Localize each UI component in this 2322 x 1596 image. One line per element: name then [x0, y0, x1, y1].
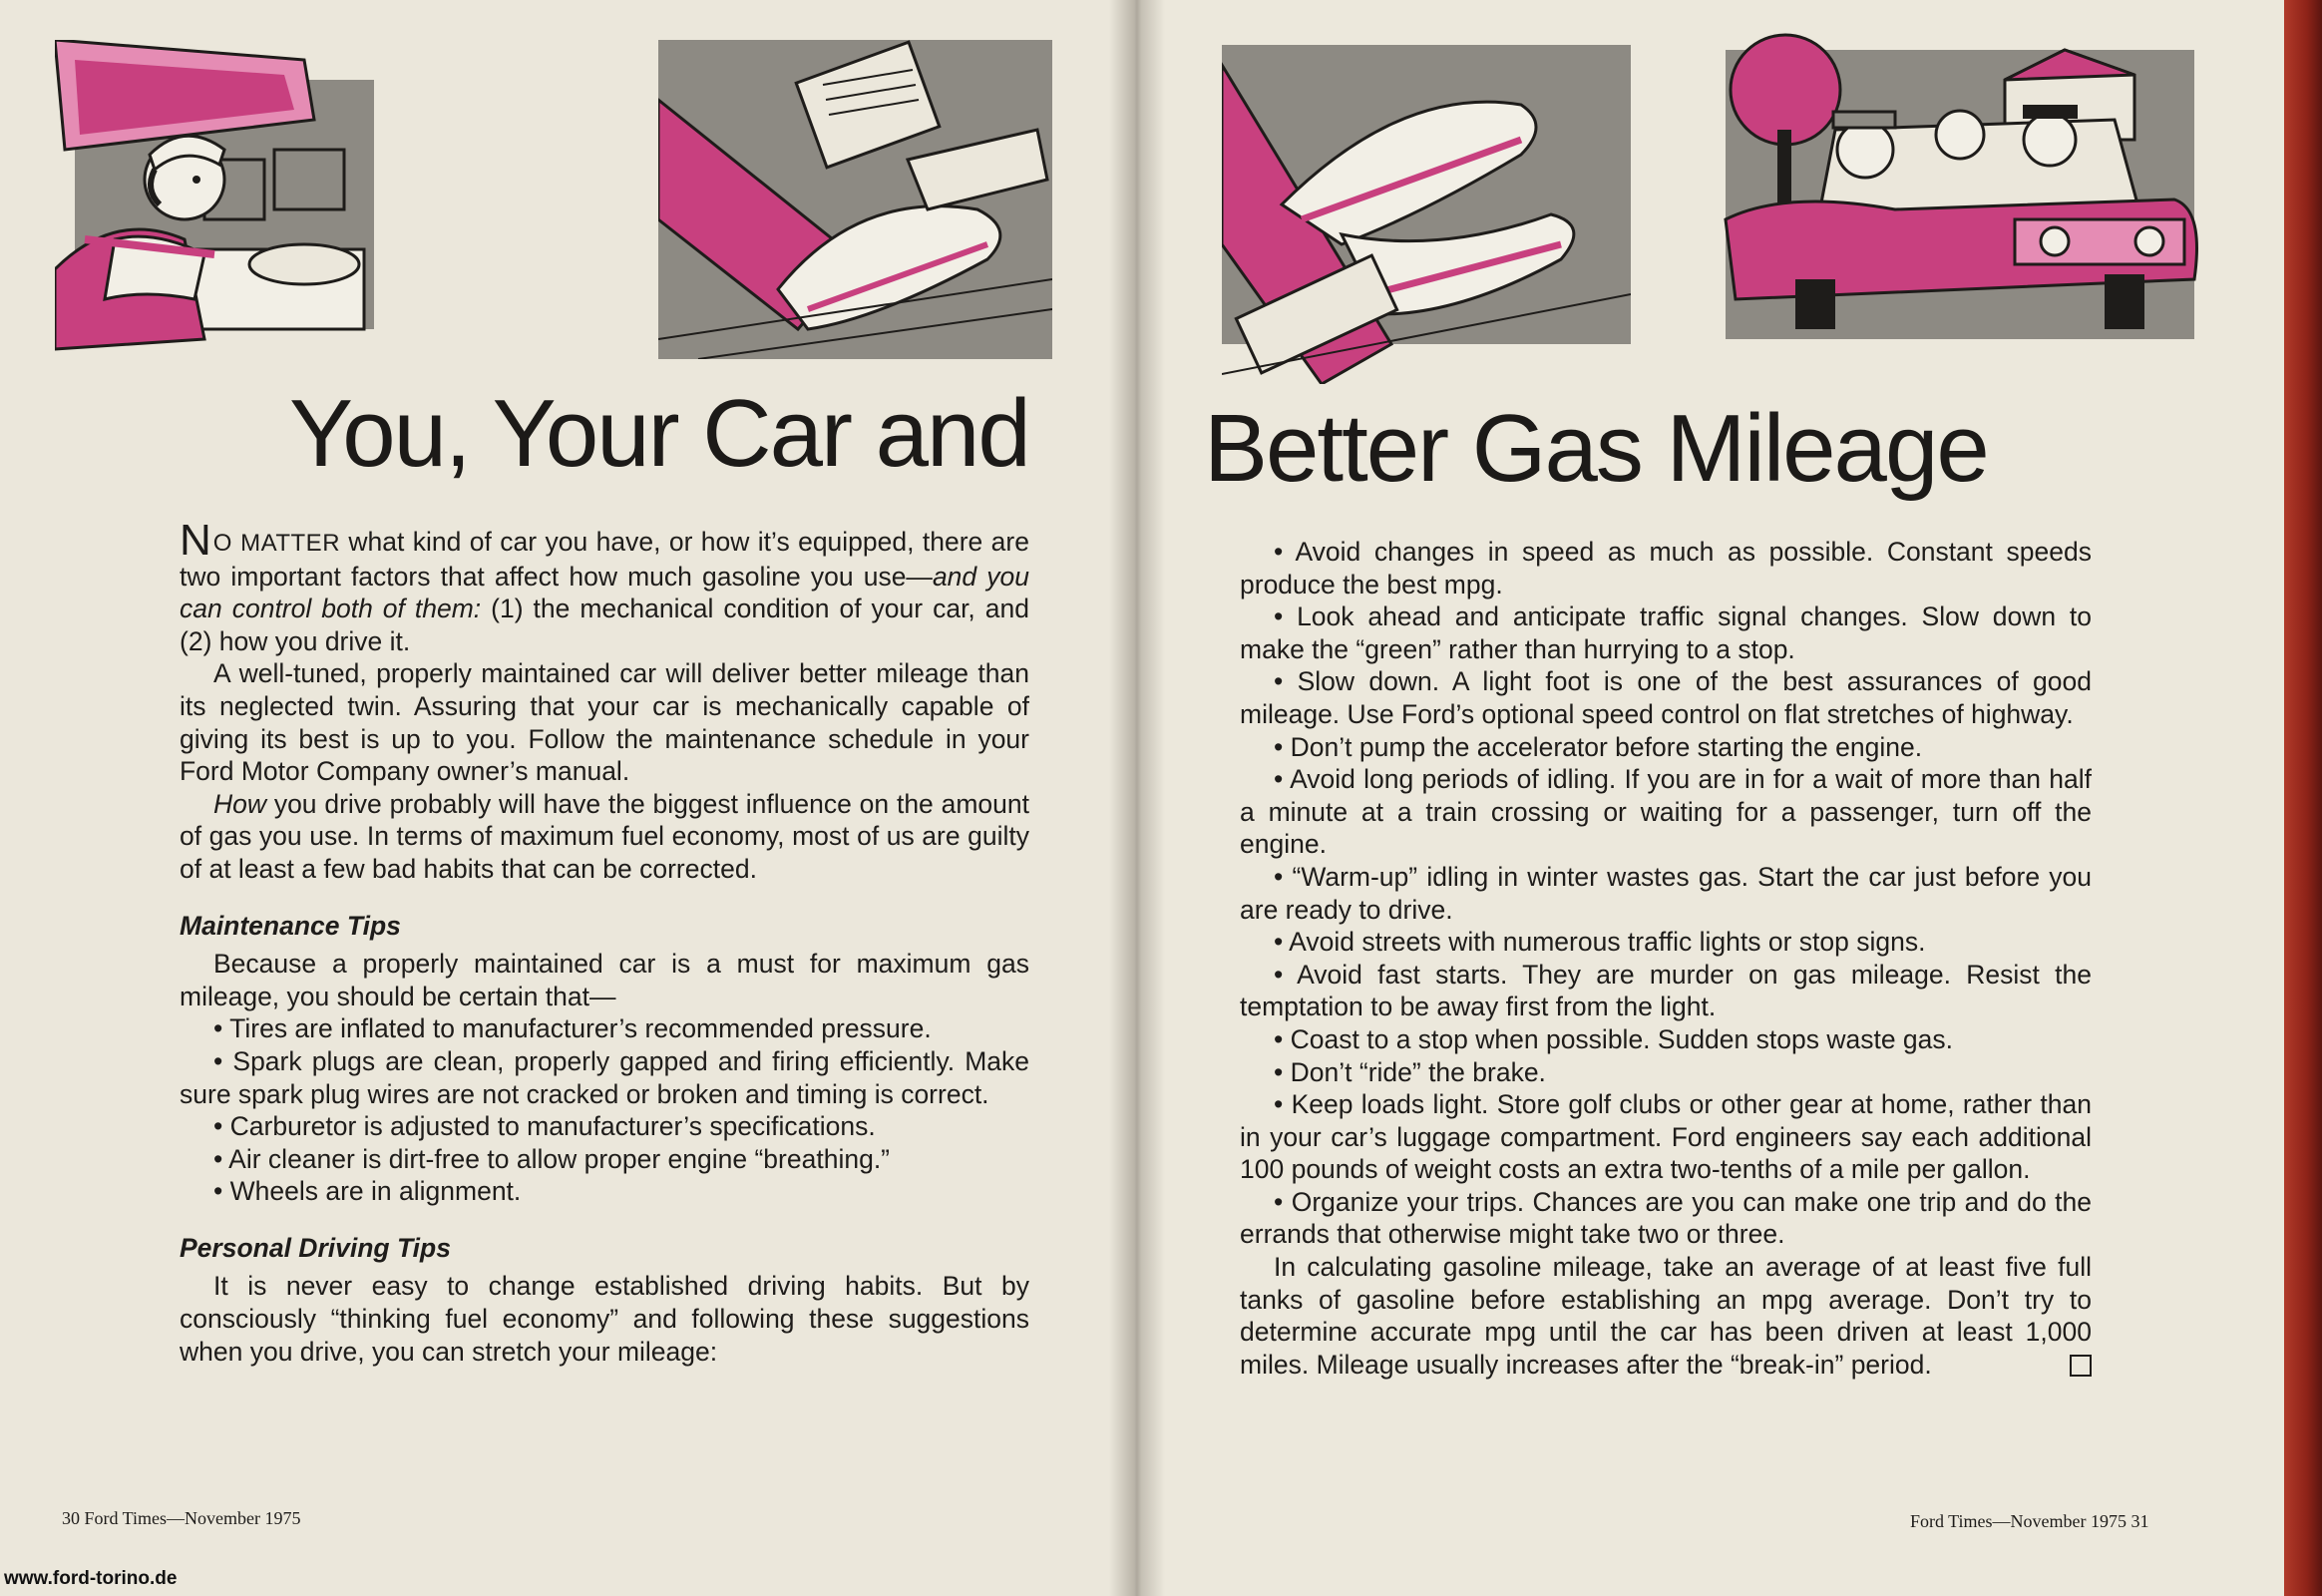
driving-heading: Personal Driving Tips	[180, 1232, 451, 1263]
headline-right: Better Gas Mileage	[1204, 395, 1988, 502]
footer-left: 30 Ford Times—November 1975	[62, 1508, 301, 1528]
maintenance-item: • Tires are inflated to manufacturer’s recommended pressure.	[213, 1013, 932, 1044]
driving-tip: • Coast to a stop when possible. Sudden stops waste gas.	[1274, 1023, 1954, 1054]
maintenance-item: • Carburetor is adjusted to manufacturer’s specifications.	[213, 1111, 876, 1142]
drop-cap: N	[180, 516, 211, 565]
driving-tip: • Slow down. A light foot is one of the best assurances of good mileage. Use Ford’s optional speed control on flat stretches of highway.	[1240, 666, 2092, 729]
driving-tip: • Keep loads light. Store golf clubs or other gear at home, rather than in your car’s luggage compartment. Ford engineers say each additional 100 pounds of weight costs an extra two-tenths of a mile per gallon.	[1240, 1089, 2092, 1185]
closing-paragraph	[1240, 1251, 2092, 1381]
maintenance-paragraph: A well-tuned, properly maintained car will deliver better mileage than its neglected twin. Assuring that your car is mechanically capable of giving its best is up to you. Follow the maintenance schedule in your Ford Motor Company owner’s manual.	[180, 658, 1029, 787]
maintenance-lead: Because a properly maintained car is a must for maximum gas mileage, you should be certain that—	[180, 949, 1029, 1011]
pedal-illustration	[658, 40, 1052, 359]
driving-tip: • Organize your trips. Chances are you can make one trip and do the errands that otherwise might take two or three.	[1240, 1186, 2092, 1250]
intro-caps: O MATTER	[212, 530, 341, 557]
maintenance-item: • Air cleaner is dirt-free to allow proper engine “breathing.”	[213, 1143, 891, 1174]
headline-left: You, Your Car and	[289, 380, 1029, 487]
how-text: you drive probably will have the biggest influence on the amount of gas you use. In terms of maximum fuel economy, most of us are guilty of at least a few bad habits that can be corrected.	[180, 788, 1029, 884]
end-mark-icon	[2070, 1355, 2092, 1377]
driving-tip: • Look ahead and anticipate traffic signal changes. Slow down to make the “green” rather than hurrying to a stop.	[1240, 601, 2092, 664]
driving-lead: It is never easy to change established driving habits. But by consciously “thinking fuel economy” and following these suggestions when you drive, you can stretch your mileage:	[180, 1271, 1029, 1367]
driving-tip: • Don’t pump the accelerator before starting the engine.	[1274, 731, 1923, 762]
watermark: www.ford-torino.de	[4, 1568, 178, 1589]
family-car-illustration	[1706, 20, 2214, 359]
intro-text: what kind of car you have, or how it’s equipped, there are two important factors that affect how much gasoline you use—	[180, 527, 1029, 592]
left-column	[180, 516, 1029, 1368]
right-column	[1240, 536, 2092, 1381]
foot-pedal-illustration	[1222, 45, 1631, 384]
closing-text: In calculating gasoline mileage, take an average of at least five full tanks of gasoline before establishing an mpg average. Don’t try to determine accurate mpg until the car has been driven at least 1,000 miles. Mileage usually increases after the “break-in” period.	[1240, 1252, 2092, 1380]
maintenance-item: • Wheels are in alignment.	[213, 1176, 522, 1207]
driving-tip: • Avoid streets with numerous traffic lights or stop signs.	[1274, 927, 1926, 958]
intro-italic: and you can control both of them:	[180, 561, 1029, 624]
driving-tip: • “Warm-up” idling in winter wastes gas. Start the car just before you are ready to drive.	[1240, 861, 2092, 925]
how-italic: How	[213, 788, 267, 819]
driving-tip: • Avoid long periods of idling. If you are in for a wait of more than half a minute at a train crossing or waiting for a passenger, turn off the engine.	[1240, 764, 2092, 860]
intro-end: (1) the mechanical condition of your car, and (2) how you drive it.	[180, 594, 1029, 656]
intro-paragraph	[180, 516, 1029, 657]
maintenance-item: • Spark plugs are clean, properly gapped and firing efficiently. Make sure spark plug wires are not cracked or broken and timing is correct.	[180, 1045, 1029, 1109]
mechanic-illustration	[55, 40, 384, 364]
cover-edge	[2284, 0, 2322, 1596]
footer-right: Ford Times—November 1975 31	[1910, 1511, 2149, 1531]
how-paragraph	[180, 788, 1029, 886]
driving-tip: • Avoid fast starts. They are murder on gas mileage. Resist the temptation to be away first from the light.	[1240, 959, 2092, 1022]
page-gutter	[1109, 0, 1165, 1596]
maintenance-heading: Maintenance Tips	[180, 910, 401, 941]
driving-tip: • Avoid changes in speed as much as possible. Constant speeds produce the best mpg.	[1240, 537, 2092, 599]
driving-tip: • Don’t “ride” the brake.	[1274, 1056, 1546, 1087]
